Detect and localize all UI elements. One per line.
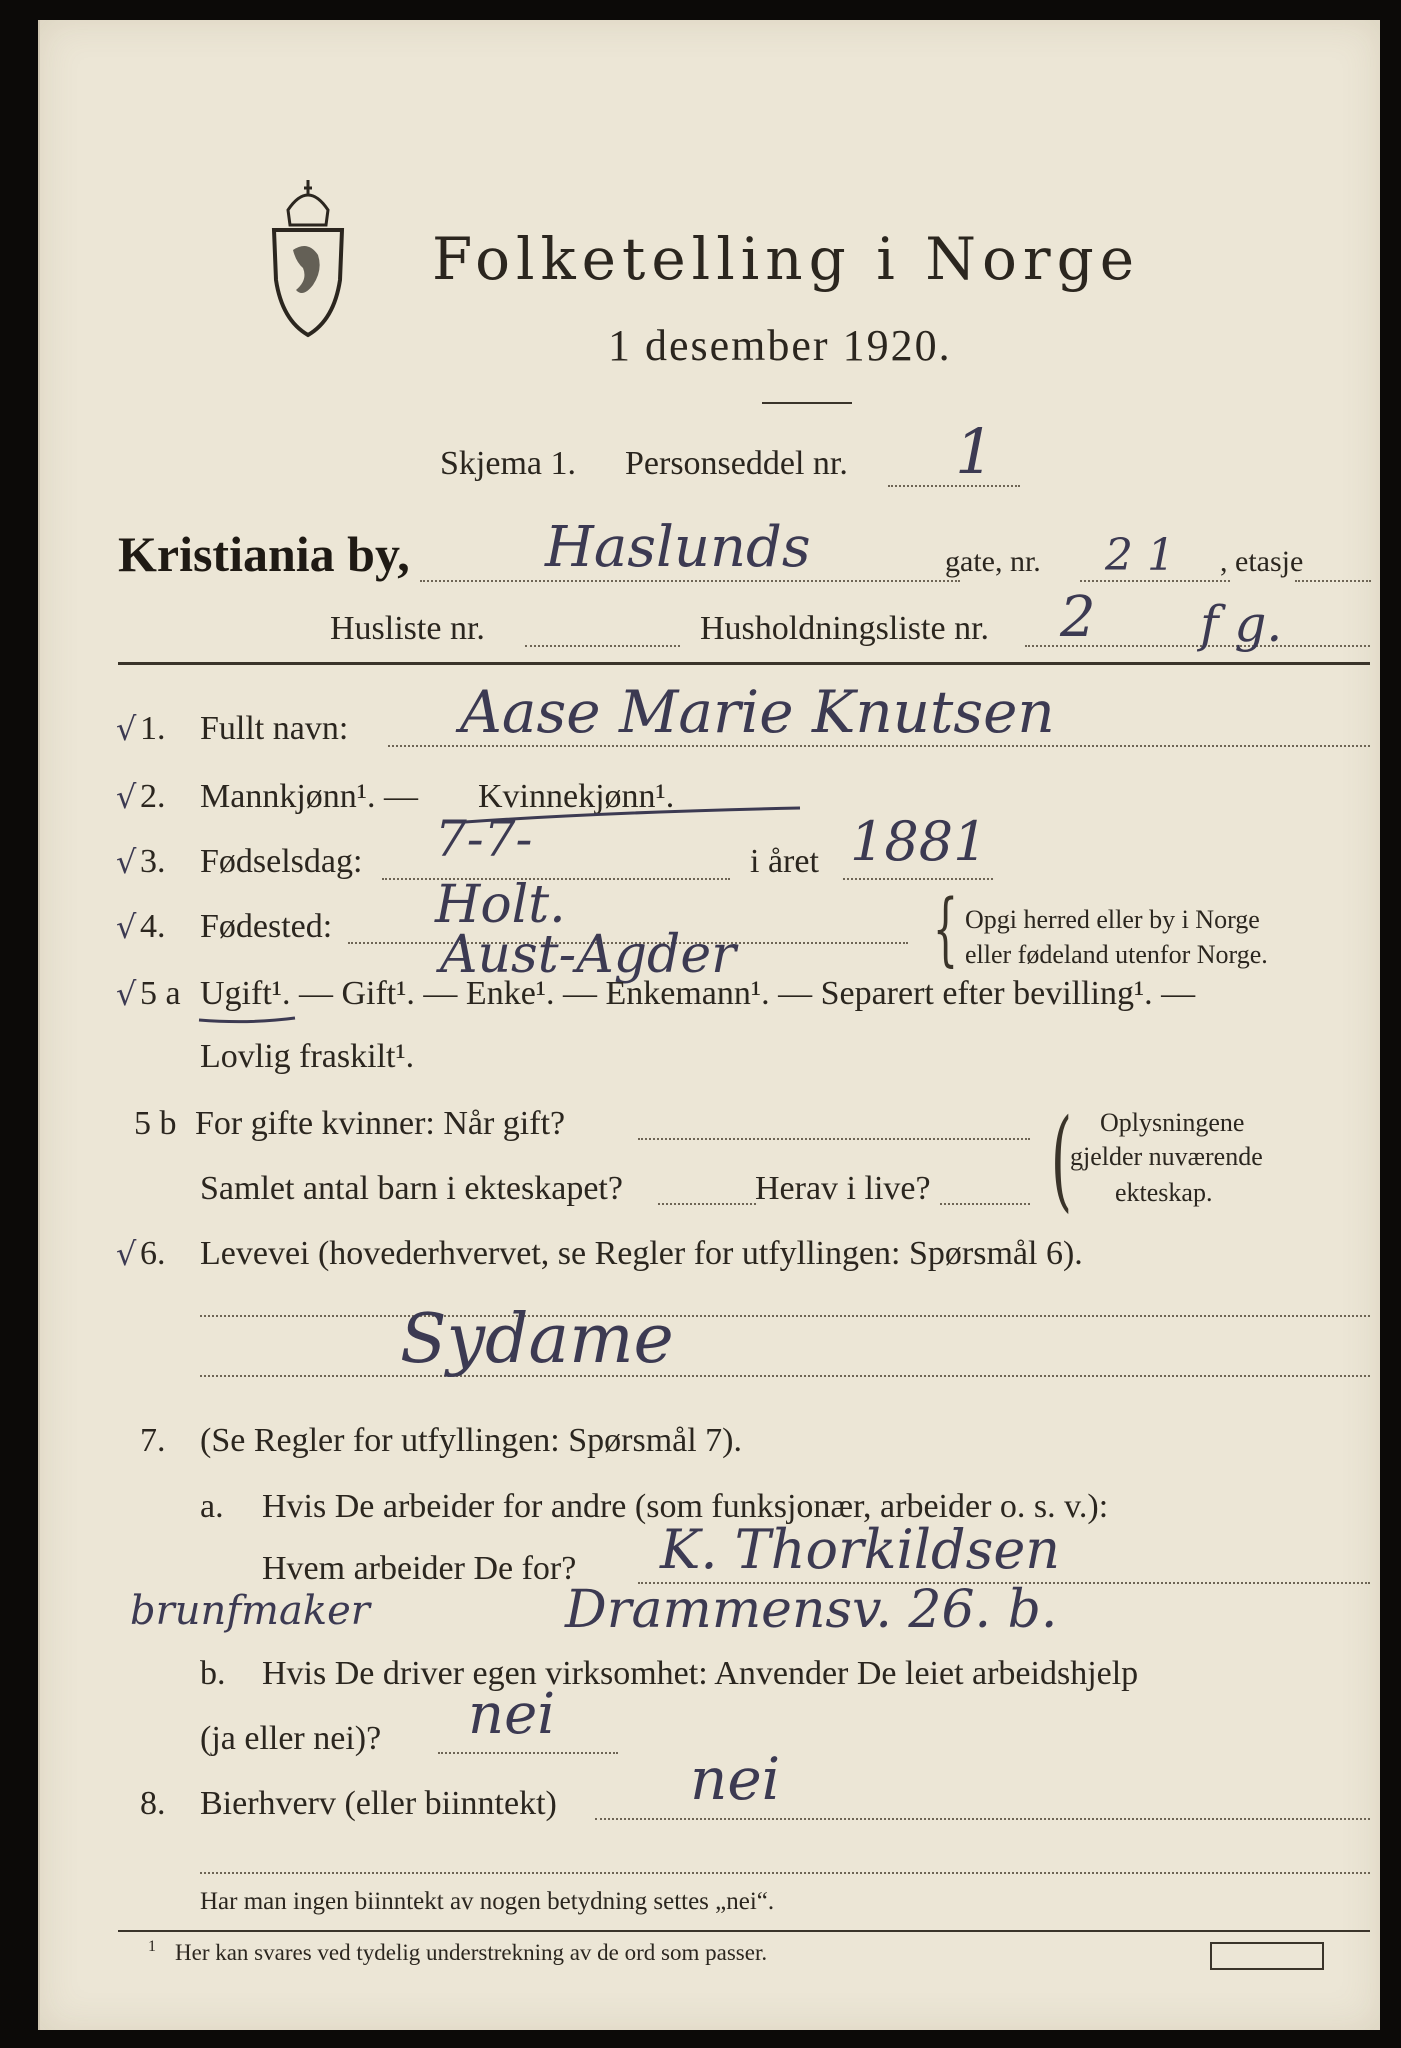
q7-number: 7. [140, 1422, 166, 1459]
q3-year-label: i året [750, 843, 819, 880]
q8-label: Bierhverv (eller biinntekt) [200, 1785, 557, 1822]
printer-stamp [1210, 1942, 1324, 1970]
q4-value-2: Aust-Agder [440, 925, 736, 985]
q6-checkmark: √ [116, 1235, 137, 1273]
gate-nr-value: 2 1 [1105, 530, 1175, 581]
q4-brace: { [932, 882, 959, 975]
q7a-value: K. Thorkildsen [660, 1518, 1061, 1581]
q8-line-2 [200, 1872, 1370, 1874]
q4-note-2: eller fødeland utenfor Norge. [965, 940, 1268, 969]
q5b-line-1: For gifte kvinner: Når gift? [195, 1105, 566, 1142]
q7a-line-1: Hvis De arbeider for andre (som funksjonær, arbeider o. s. v.): [262, 1488, 1109, 1525]
street-line [420, 580, 960, 582]
husholdningsliste-value: 2 [1060, 585, 1096, 650]
q6-label: Levevei (hovederhvervet, se Regler for utfyllingen: Spørsmål 6). [200, 1235, 1083, 1272]
q3-year-line [843, 878, 993, 880]
header-divider [118, 662, 1370, 665]
q3-year-value: 1881 [850, 810, 988, 873]
q5b-note-3: ekteskap. [1115, 1178, 1213, 1207]
q7a-value-2-left: brunfmaker [130, 1588, 370, 1634]
q5a-options-2: Lovlig fraskilt¹. [200, 1038, 415, 1075]
q7b-line-2: (ja eller nei)? [200, 1720, 382, 1757]
husholdningsliste-label: Husholdningsliste nr. [700, 610, 990, 647]
q2-checkmark: √ [116, 778, 137, 816]
q8-number: 8. [140, 1785, 166, 1822]
q5b-line-2b: Herav i live? [755, 1170, 931, 1207]
footer-note: Har man ingen biinntekt av nogen betydning settes „nei“. [200, 1888, 775, 1915]
personseddel-label: Personseddel nr. [625, 445, 848, 482]
footnote-text: Her kan svares ved tydelig understrekning av de ord som passer. [175, 1940, 768, 1965]
q5b-number: 5 b [134, 1105, 177, 1142]
q5b-note-1: Oplysningene [1100, 1108, 1245, 1137]
q5b-line-2a: Samlet antal barn i ekteskapet? [200, 1170, 623, 1207]
title-divider [762, 402, 852, 404]
q5b-line-1-dots [638, 1138, 1030, 1140]
extra-value: f g. [1200, 595, 1283, 653]
q1-checkmark: √ [116, 710, 137, 748]
q5b-line-2a-dots [658, 1203, 756, 1205]
q2-kvinne: Kvinnekjønn¹. [478, 778, 675, 815]
q5a-number: 5 a [140, 975, 181, 1012]
personseddel-value: 1 [955, 415, 995, 488]
form-date: 1 desember 1920. [608, 321, 952, 370]
city-label: Kristiania by, [118, 526, 410, 582]
q4-value: Holt. [435, 875, 566, 935]
q5a-underline-mark [195, 1010, 305, 1030]
q5b-brace: ( [1050, 1095, 1073, 1223]
q7b-value: nei [468, 1682, 556, 1747]
personseddel-line [888, 485, 1020, 487]
q5a-options: Ugift¹. — Gift¹. — Enke¹. — Enkemann¹. — Separert efter bevilling¹. — [200, 975, 1196, 1012]
q6-line-2 [200, 1375, 1370, 1377]
q8-value: nei [690, 1745, 781, 1813]
q7b-line [438, 1752, 618, 1754]
skjema-label: Skjema 1. [440, 445, 576, 482]
street-value: Haslunds [545, 515, 811, 580]
q1-number: 1. [140, 710, 166, 747]
husliste-label: Husliste nr. [330, 610, 485, 647]
q7a-line-2: Hvem arbeider De for? [262, 1550, 577, 1587]
q7b-letter: b. [200, 1655, 226, 1692]
q4-note-1: Opgi herred eller by i Norge [965, 905, 1260, 934]
q7-label: (Se Regler for utfyllingen: Spørsmål 7). [200, 1422, 743, 1459]
form-title: Folketelling i Norge [432, 225, 1141, 293]
q2-number: 2. [140, 778, 166, 815]
q6-value: Sydame [400, 1300, 674, 1379]
etasje-label: , etasje [1220, 545, 1304, 578]
q4-number: 4. [140, 908, 166, 945]
q4-checkmark: √ [116, 908, 137, 946]
q5b-line-2b-dots [940, 1203, 1030, 1205]
q3-checkmark: √ [116, 843, 137, 881]
q1-label: Fullt navn: [200, 710, 349, 747]
gate-label: gate, nr. [945, 545, 1041, 578]
q6-line-1 [200, 1315, 1370, 1317]
q2-mann: Mannkjønn¹. — [200, 778, 418, 815]
q3-value: 7-7- [435, 810, 533, 868]
etasje-line [1295, 580, 1371, 582]
q3-label: Fødselsdag: [200, 843, 363, 880]
husliste-line [525, 645, 680, 647]
q4-label: Fødested: [200, 908, 333, 945]
census-form [38, 20, 1380, 2030]
q7b-line-1: Hvis De driver egen virksomhet: Anvender De leiet arbeidshjelp [262, 1655, 1139, 1692]
q5a-checkmark: √ [116, 975, 137, 1013]
q7a-letter: a. [200, 1488, 224, 1525]
footer-divider [118, 1930, 1370, 1932]
footnote-marker: 1 [148, 1938, 156, 1955]
q6-number: 6. [140, 1235, 166, 1272]
q7a-value-2-right: Drammensv. 26. b. [565, 1580, 1058, 1640]
q8-line-1 [595, 1818, 1370, 1820]
q3-number: 3. [140, 843, 166, 880]
coat-of-arms-icon [268, 170, 348, 340]
q5b-note-2: gjelder nuværende [1070, 1142, 1263, 1171]
q1-value: Aase Marie Knutsen [460, 678, 1055, 746]
